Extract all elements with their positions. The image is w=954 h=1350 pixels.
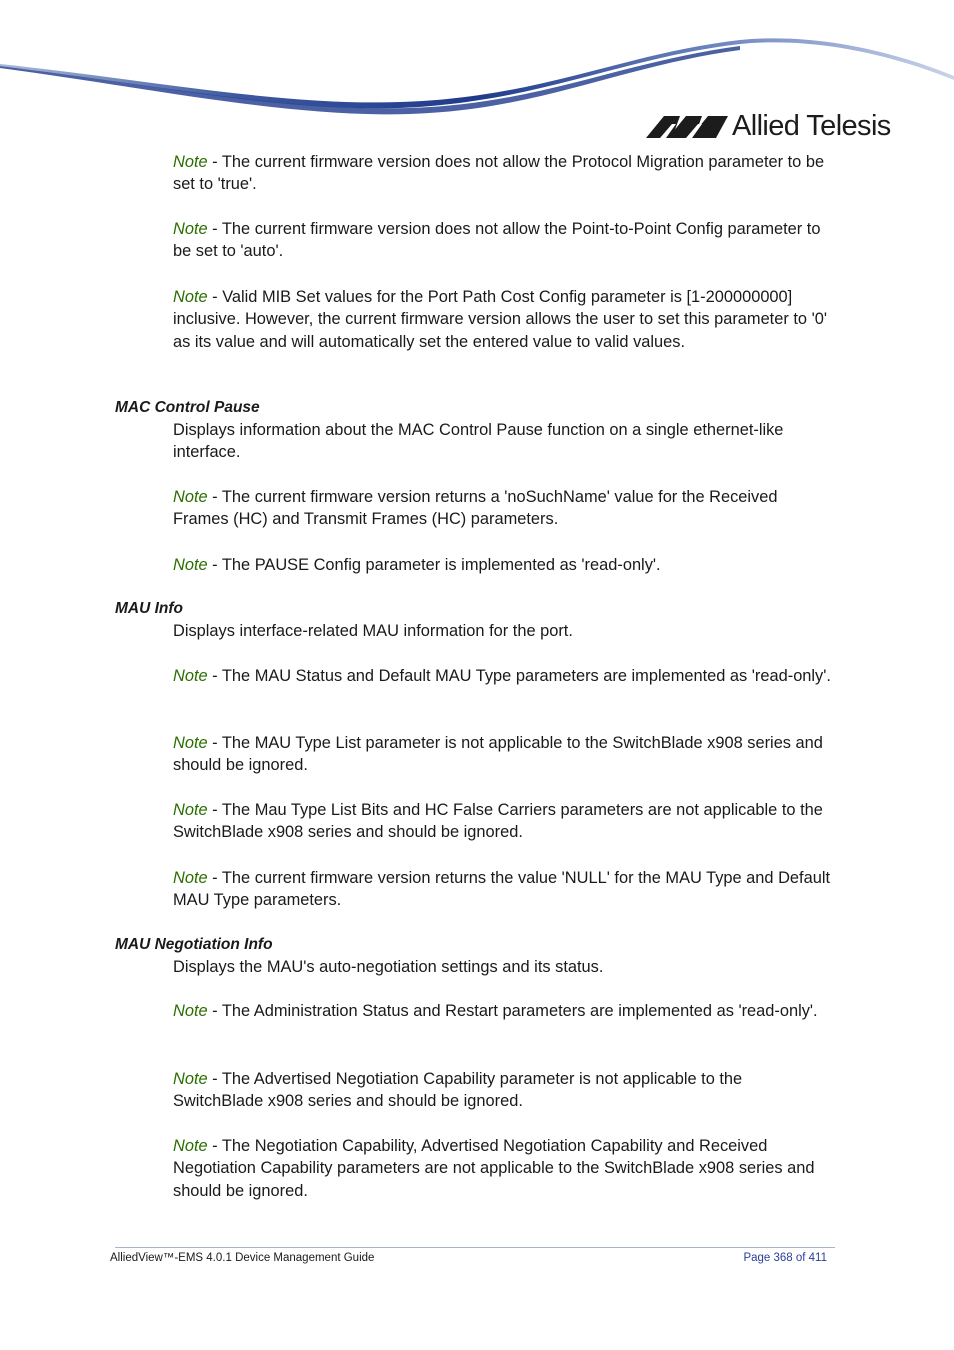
logo-wordmark: Allied Telesis: [732, 110, 891, 142]
note-negotiation-capability: Note - The Negotiation Capability, Advertised Negotiation Capability and Received Negotiation Capability parameters are not applicable to the SwitchBlade x908 series and should be ignored.: [173, 1137, 815, 1200]
note-advertised-capability: Note - The Advertised Negotiation Capability parameter is not applicable to the SwitchBlade x908 series and should be ignored.: [173, 1070, 743, 1111]
note-protocol-migration: Note - The current firmware version does not allow the Protocol Migration parameter to be set to 'true'.: [173, 153, 825, 194]
footer-guide-title: AlliedView™-EMS 4.0.1 Device Management Guide: [110, 1252, 375, 1264]
footer-divider: [115, 1247, 835, 1248]
allied-telesis-logo-mark: [646, 114, 728, 140]
note-label: Note: [173, 153, 208, 171]
note-label: Note: [173, 734, 208, 752]
note-label: Note: [173, 220, 208, 238]
heading-mau-negotiation-info: MAU Negotiation Info: [115, 936, 273, 953]
allied-telesis-logo: [646, 108, 906, 148]
note-label: Note: [173, 1137, 208, 1155]
heading-mac-control-pause: MAC Control Pause: [115, 399, 260, 416]
note-label: Note: [173, 288, 208, 306]
note-label: Note: [173, 801, 208, 819]
desc-mau-negotiation-info: Displays the MAU's auto-negotiation settings and its status.: [173, 958, 604, 976]
note-mau-type-list-bits: Note - The Mau Type List Bits and HC False Carriers parameters are not applicable to the SwitchBlade x908 series and should be ignored.: [173, 801, 823, 842]
heading-mau-info: MAU Info: [115, 600, 184, 617]
note-nosuchname: Note - The current firmware version returns a 'noSuchName' value for the Received Frames (HC) and Transmit Frames (HC) parameters.: [173, 488, 778, 529]
note-point-to-point: Note - The current firmware version does not allow the Point-to-Point Config parameter to be set to 'auto'.: [173, 220, 821, 261]
note-pause-config: Note - The PAUSE Config parameter is implemented as 'read-only'.: [173, 556, 661, 574]
desc-mac-control-pause: Displays information about the MAC Control Pause function on a single ethernet-like interface.: [173, 421, 784, 462]
note-label: Note: [173, 488, 208, 506]
note-label: Note: [173, 1070, 208, 1088]
note-port-path-cost: Note - Valid MIB Set values for the Port Path Cost Config parameter is [1-200000000] inclusive. However, the current firmware version allows the user to set this parameter to '0' as its value and will automatically set the entered value to valid values.: [173, 288, 827, 351]
desc-mau-info: Displays interface-related MAU information for the port.: [173, 622, 573, 640]
note-label: Note: [173, 667, 208, 685]
note-mau-type-list: Note - The MAU Type List parameter is not applicable to the SwitchBlade x908 series and should be ignored.: [173, 734, 823, 775]
note-label: Note: [173, 1002, 208, 1020]
note-mau-status: Note - The MAU Status and Default MAU Type parameters are implemented as 'read-only'.: [173, 667, 831, 685]
note-label: Note: [173, 556, 208, 574]
note-admin-status: Note - The Administration Status and Restart parameters are implemented as 'read-only'.: [173, 1002, 818, 1020]
note-label: Note: [173, 869, 208, 887]
footer-page-number: Page 368 of 411: [743, 1252, 827, 1264]
note-mau-null: Note - The current firmware version returns the value 'NULL' for the MAU Type and Default MAU Type parameters.: [173, 869, 831, 910]
